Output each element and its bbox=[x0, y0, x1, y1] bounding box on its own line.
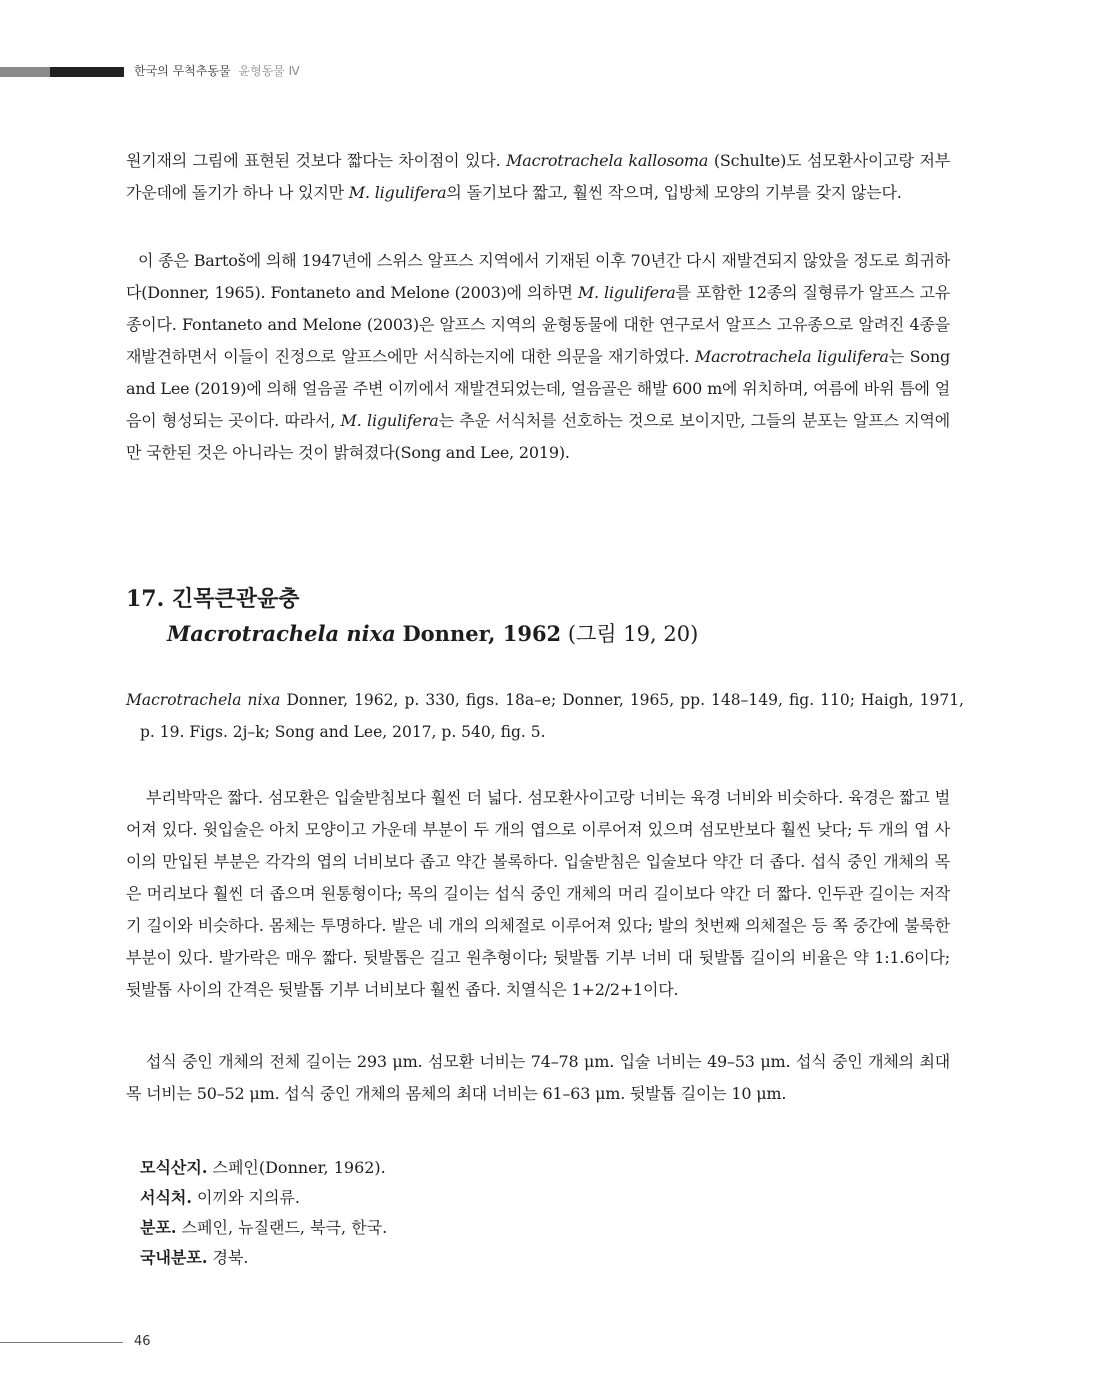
text-run: 는 Song and Lee (2019)에 의해 얼음골 주변 이끼에서 재발견되었는데, 얼음골은 해발 600 m에 위치하며, 여름에 바위 틈에 얼음이 형성되는 곳이다. 따라서, bbox=[126, 347, 951, 430]
info-label: 서식처. bbox=[140, 1188, 192, 1207]
text-run: 이 종은 Bartoš에 의해 1947년에 스위스 알프스 지역에서 기재된 이후 70년간 다시 재발견되지 않았을 정도로 희귀하다(Donner, 1965). Fontaneto and Melone (2003)에 의하면 bbox=[126, 251, 950, 302]
text-run: 는 추운 서식처를 선호하는 것으로 보이지만, 그들의 분포는 알프스 지역에만 국한된 것은 아니라는 것이 밝혀졌다(Song and Lee, 2019). bbox=[126, 411, 950, 462]
footer-rule bbox=[0, 1342, 123, 1343]
running-header bbox=[0, 64, 400, 78]
distribution bbox=[140, 1213, 387, 1243]
page-number: 46 bbox=[134, 1334, 151, 1349]
info-value: 이끼와 지의류. bbox=[191, 1188, 300, 1207]
header-subtitle: 윤형동물 Ⅳ bbox=[238, 64, 300, 78]
paragraph-description bbox=[126, 782, 950, 1006]
header-bar-black bbox=[50, 67, 124, 77]
info-value: 경북. bbox=[207, 1248, 249, 1267]
section-number: 17. bbox=[126, 586, 165, 612]
header-bar-gray bbox=[0, 67, 50, 77]
paragraph-distribution-history bbox=[126, 245, 950, 469]
text-run: (Schulte)도 섬모환사이고랑 저부 가운데에 돌기가 하나 나 있지만 bbox=[126, 151, 950, 202]
header-text bbox=[134, 64, 300, 79]
figure-reference: (그림 19, 20) bbox=[567, 622, 699, 646]
section-korean-name: 긴목큰관윤충 bbox=[171, 586, 300, 612]
species-name: Macrotrachela ligulifera bbox=[694, 347, 889, 366]
species-info bbox=[140, 1153, 387, 1273]
reference-list: Donner, 1962, p. 330, figs. 18a–e; Donner, 1965, pp. 148–149, fig. 110; Haigh, 1971, p. 19. Figs. 2j–k; Song and Lee, 2017, p. 540, fig. 5. bbox=[140, 691, 964, 741]
section-heading bbox=[126, 584, 299, 614]
korea-distribution bbox=[140, 1243, 387, 1273]
info-value: 스페인, 뉴질랜드, 북극, 한국. bbox=[176, 1218, 388, 1237]
paragraph-comparison bbox=[126, 145, 950, 209]
text-run: 의 돌기보다 짧고, 훨씬 작으며, 입방체 모양의 기부를 갖지 않는다. bbox=[446, 183, 902, 202]
species-name: M. ligulifera bbox=[348, 183, 447, 202]
species-name: M. ligulifera bbox=[340, 411, 439, 430]
info-label: 분포. bbox=[140, 1218, 177, 1237]
scientific-name: Macrotrachela nixa bbox=[167, 621, 396, 646]
paragraph-measurements bbox=[126, 1046, 950, 1110]
text-run: 를 포함한 12종의 질형류가 알프스 고유종이다. Fontaneto and Melone (2003)은 알프스 지역의 윤형동물에 대한 연구로서 알프스 고유종으로 알려진 4종을 재발견하면서 이들이 진정으로 알프스에만 서식하는지에 대한 의문을 재기하였다. bbox=[126, 283, 950, 366]
text-run: 원기재의 그림에 표현된 것보다 짧다는 차이점이 있다. bbox=[126, 151, 507, 170]
measurements-text: 섭식 중인 개체의 전체 길이는 293 μm. 섬모환 너비는 74–78 μm. 입술 너비는 49–53 μm. 섭식 중인 개체의 최대 목 너비는 50–52 μm. 섭식 중인 개체의 몸체의 최대 너비는 61–63 μm. 뒷발톱 길이는 10 μm. bbox=[126, 1052, 950, 1103]
section-scientific-heading bbox=[167, 618, 698, 650]
info-label: 모식산지. bbox=[140, 1158, 208, 1177]
species-name: Macrotrachela nixa bbox=[126, 691, 281, 709]
synonymy-references bbox=[126, 684, 964, 748]
species-name: Macrotrachela kallosoma bbox=[506, 151, 709, 170]
header-title: 한국의 무척추동물 bbox=[134, 64, 231, 78]
info-value: 스페인(Donner, 1962). bbox=[207, 1158, 386, 1177]
species-name: M. ligulifera bbox=[577, 283, 676, 302]
authority: Donner, 1962 bbox=[402, 621, 562, 646]
description-text: 부리박막은 짧다. 섬모환은 입술받침보다 훨씬 더 넓다. 섬모환사이고랑 너비는 육경 너비와 비슷하다. 육경은 짧고 벌어져 있다. 윗입술은 아치 모양이고 가운데 부분이 두 개의 엽으로 이루어져 있으며 섬모반보다 훨씬 낮다; 두 개의 엽 사이의 만입된 부분은 각각의 엽의 너비보다 좁고 약간 볼록하다. 입술받침은 입술보다 약간 더 좁다. 섭식 중인 개체의 목은 머리보다 훨씬 더 좁으며 원통형이다; 목의 길이는 섭식 중인 개체의 머리 길이보다 약간 더 짧다. 인두관 길이는 저작기 길이와 비슷하다. 몸체는 투명하다. 발은 네 개의 의체절로 이루어져 있다; 발의 첫번째 의체절은 등 쪽 중간에 불룩한 부분이 있다. 발가락은 매우 짧다. 뒷발톱은 길고 원추형이다; 뒷발톱 기부 너비 대 뒷발톱 길이의 비율은 약 1:1.6이다; 뒷발톱 사이의 간격은 뒷발톱 기부 너비보다 훨씬 좁다. 치열식은 1+2/2+1이다. bbox=[126, 788, 950, 999]
info-label: 국내분포. bbox=[140, 1248, 208, 1267]
type-locality bbox=[140, 1153, 387, 1183]
habitat bbox=[140, 1183, 387, 1213]
